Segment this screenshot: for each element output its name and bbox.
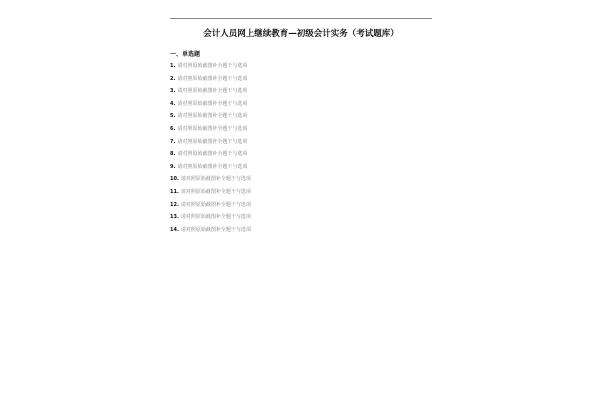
question-6 bbox=[170, 126, 432, 133]
question-number: 7. bbox=[170, 138, 176, 145]
question-body-placeholder: 请对照原始截图补全题干与选项 bbox=[177, 88, 248, 95]
question-4 bbox=[170, 101, 432, 108]
question-number: 14. bbox=[170, 226, 179, 233]
question-9 bbox=[170, 164, 432, 171]
question-list bbox=[170, 63, 432, 233]
question-number: 3. bbox=[170, 88, 176, 95]
question-number: 1. bbox=[170, 63, 176, 69]
question-body-placeholder: 请对照原始截图补全题干与选项 bbox=[177, 75, 248, 82]
question-body-placeholder: 请对照原始截图补全题干与选项 bbox=[177, 125, 248, 132]
question-7 bbox=[170, 139, 432, 146]
question-body-placeholder: 请对照原始截图补全题干与选项 bbox=[180, 226, 251, 233]
section-heading: 一、单选题 bbox=[170, 51, 201, 58]
question-number: 12. bbox=[170, 201, 179, 208]
question-11 bbox=[170, 189, 432, 196]
question-number: 9. bbox=[170, 163, 176, 170]
question-1 bbox=[170, 63, 432, 70]
question-body-placeholder: 请对照原始截图补全题干与选项 bbox=[177, 151, 248, 158]
question-body-placeholder: 请对照原始截图补全题干与选项 bbox=[177, 113, 248, 120]
question-body-placeholder: 请对照原始截图补全题干与选项 bbox=[180, 188, 251, 195]
question-12 bbox=[170, 202, 432, 209]
document-page bbox=[170, 8, 432, 394]
question-3 bbox=[170, 88, 432, 95]
question-8 bbox=[170, 151, 432, 158]
question-13 bbox=[170, 214, 432, 221]
question-number: 4. bbox=[170, 100, 176, 107]
question-number: 5. bbox=[170, 113, 176, 120]
question-5 bbox=[170, 113, 432, 120]
question-body-placeholder: 请对照原始截图补全题干与选项 bbox=[180, 214, 251, 221]
question-number: 6. bbox=[170, 125, 176, 132]
question-number: 10. bbox=[170, 176, 179, 183]
top-rule bbox=[170, 18, 432, 19]
question-body-placeholder: 请对照原始截图补全题干与选项 bbox=[180, 201, 251, 208]
question-number: 2. bbox=[170, 75, 176, 82]
question-body-placeholder: 请对照原始截图补全题干与选项 bbox=[177, 163, 248, 170]
question-2 bbox=[170, 76, 432, 83]
question-10 bbox=[170, 176, 432, 183]
question-body-placeholder: 请对照原始截图补全题干与选项 bbox=[177, 100, 248, 107]
question-14 bbox=[170, 227, 432, 234]
question-body-placeholder: 请对照原始截图补全题干与选项 bbox=[180, 176, 251, 183]
question-body-placeholder: 请对照原始截图补全题干与选项 bbox=[177, 138, 248, 145]
question-number: 13. bbox=[170, 214, 179, 221]
question-number: 8. bbox=[170, 151, 176, 158]
question-body-placeholder: 请对照原始截图补全题干与选项 bbox=[177, 63, 248, 69]
question-number: 11. bbox=[170, 188, 179, 195]
document-title: 会计人员网上继续教育—初级会计实务（考试题库） bbox=[203, 29, 399, 39]
